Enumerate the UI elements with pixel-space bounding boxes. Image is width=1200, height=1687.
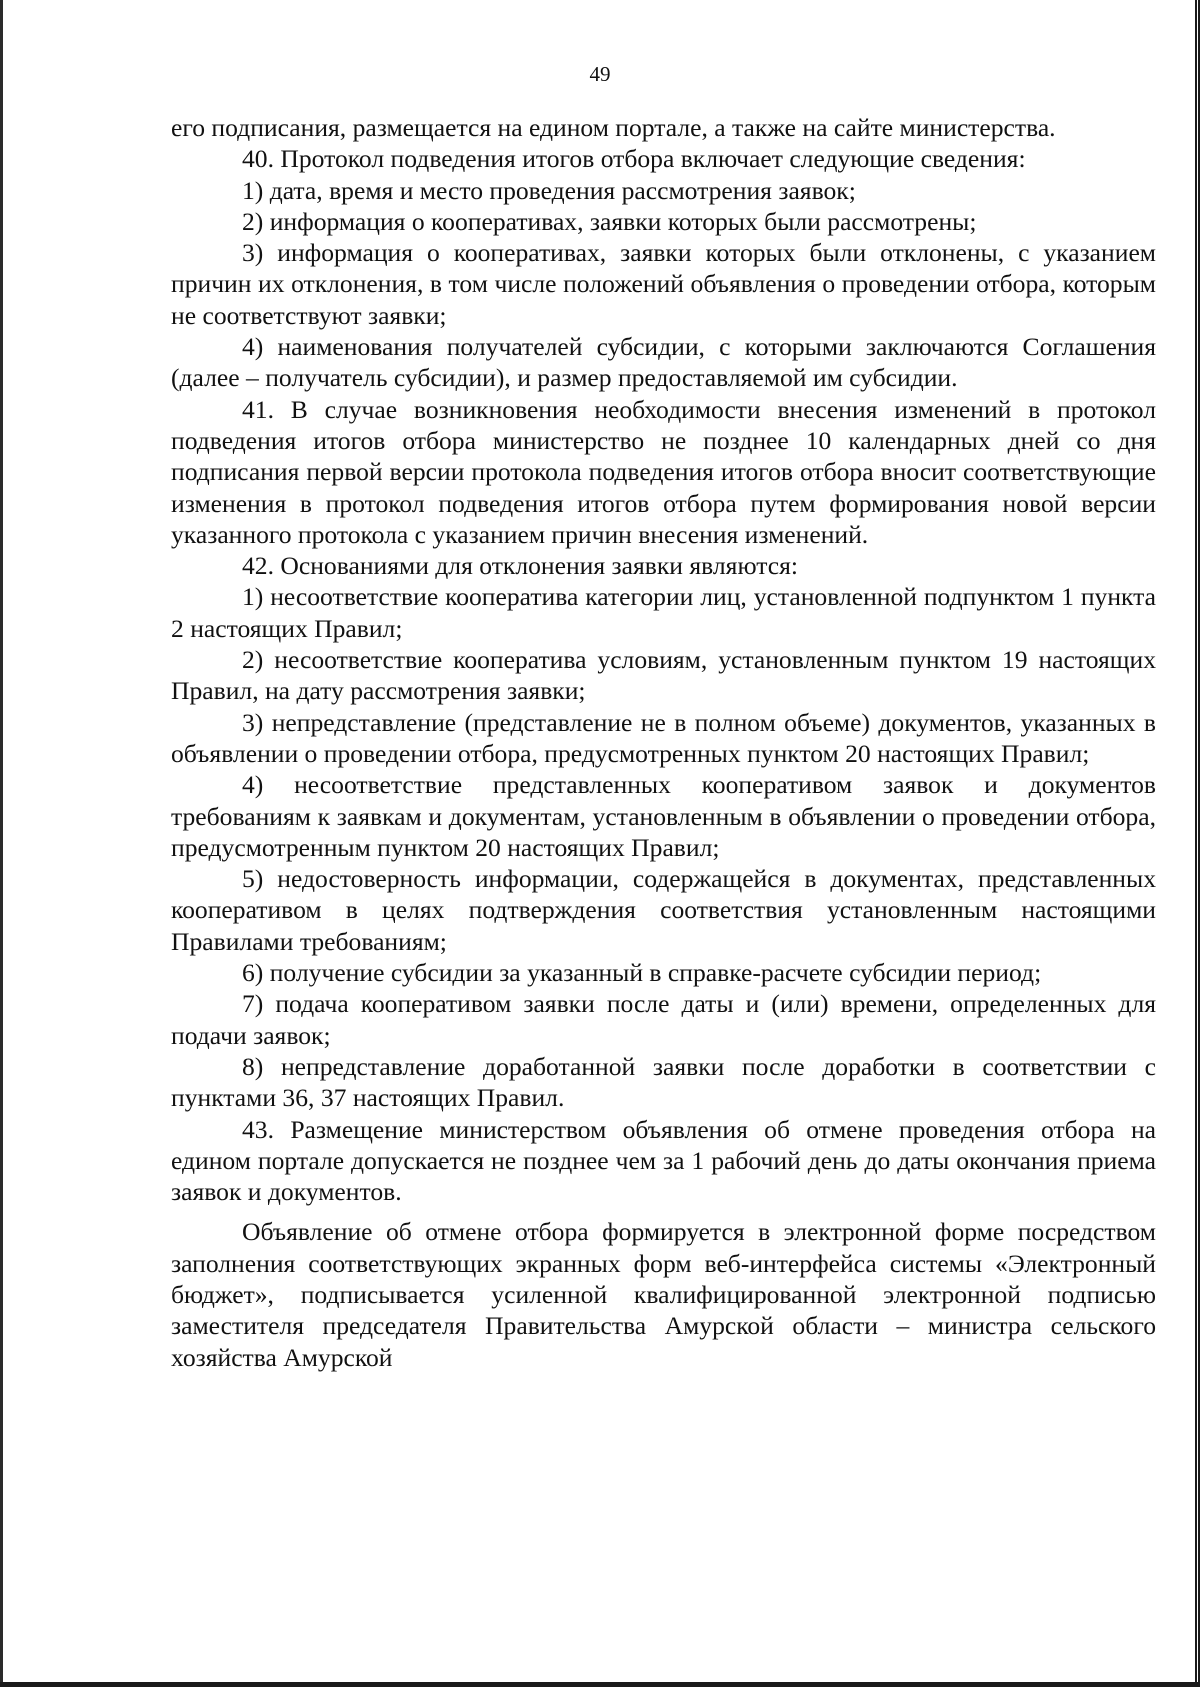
page-number: 49: [589, 62, 611, 86]
paragraph-40: 40. Протокол подведения итогов отбора включает следующие сведения:: [242, 144, 1026, 174]
scan-edge-left: [0, 0, 3, 1687]
paragraph-42-item-2: 2) несоответствие кооператива условиям, установленным пунктом 19 настоящих Правил, на дату рассмотрения заявки;: [171, 645, 1156, 706]
paragraph-42-item-6: 6) получение субсидии за указанный в справке-расчете субсидии период;: [242, 958, 1042, 988]
paragraph-42: 42. Основаниями для отклонения заявки являются:: [242, 551, 798, 581]
paragraph-40-item-4: 4) наименования получателей субсидии, с которыми заключаются Соглашения (далее – получатель субсидии), и размер предоставляемой им субсидии.: [171, 332, 1156, 393]
paragraph-42-item-3: 3) непредставление (представление не в полном объеме) документов, указанных в объявлении о проведении отбора, предусмотренных пунктом 20 настоящих Правил;: [171, 707, 1156, 768]
document-body: [171, 112, 1156, 1373]
scan-edge-bottom: [0, 1682, 1200, 1687]
paragraph-40-item-3: 3) информация о кооперативах, заявки которых были отклонены, с указанием причин их отклонения, в том числе положений объявления о проведении отбора, которым не соответствуют заявки;: [171, 238, 1156, 330]
paragraph-40-item-2: 2) информация о кооперативах, заявки которых были рассмотрены;: [242, 206, 977, 236]
paragraph-42-item-5: 5) недостоверность информации, содержащейся в документах, представленных кооперативом в целях подтверждения соответствия установленным настоящими Правилами требованиям;: [171, 864, 1156, 956]
paragraph-42-item-1: 1) несоответствие кооператива категории лиц, установленной подпунктом 1 пункта 2 настоящих Правил;: [171, 582, 1156, 643]
scan-edge-right: [1194, 0, 1200, 1687]
paragraph-40-item-1: 1) дата, время и место проведения рассмотрения заявок;: [242, 175, 856, 205]
paragraph-43-continuation: Объявление об отмене отбора формируется в электронной форме посредством заполнения соответствующих экранных форм веб-интерфейса системы «Электронный бюджет», подписывается усиленной квалифицированной электронной подписью заместителя председателя Правительства Амурской области – министра сельского хозяйства Амурской: [171, 1217, 1156, 1372]
paragraph-continuation: его подписания, размещается на едином портале, а также на сайте министерства.: [171, 113, 1056, 142]
paragraph-42-item-4: 4) несоответствие представленных кооперативом заявок и документов требованиям к заявкам и документам, установленным в объявлении о проведении отбора, предусмотренным пунктом 20 настоящих Правил;: [171, 770, 1156, 862]
paragraph-42-item-7: 7) подача кооперативом заявки после даты и (или) времени, определенных для подачи заявок;: [171, 989, 1156, 1050]
paragraph-43: 43. Размещение министерством объявления об отмене проведения отбора на едином портале допускается не позднее чем за 1 рабочий день до даты окончания приема заявок и документов.: [171, 1114, 1156, 1207]
paragraph-41: 41. В случае возникновения необходимости внесения изменений в протокол подведения итогов отбора министерство не позднее 10 календарных дней со дня подписания первой версии протокола подведения итогов отбора вносит соответствующие изменения в протокол подведения итогов отбора путем формирования новой версии указанного протокола с указанием причин внесения изменений.: [171, 394, 1156, 549]
paragraph-42-item-8: 8) непредставление доработанной заявки после доработки в соответствии с пунктами 36, 37 настоящих Правил.: [171, 1051, 1156, 1113]
